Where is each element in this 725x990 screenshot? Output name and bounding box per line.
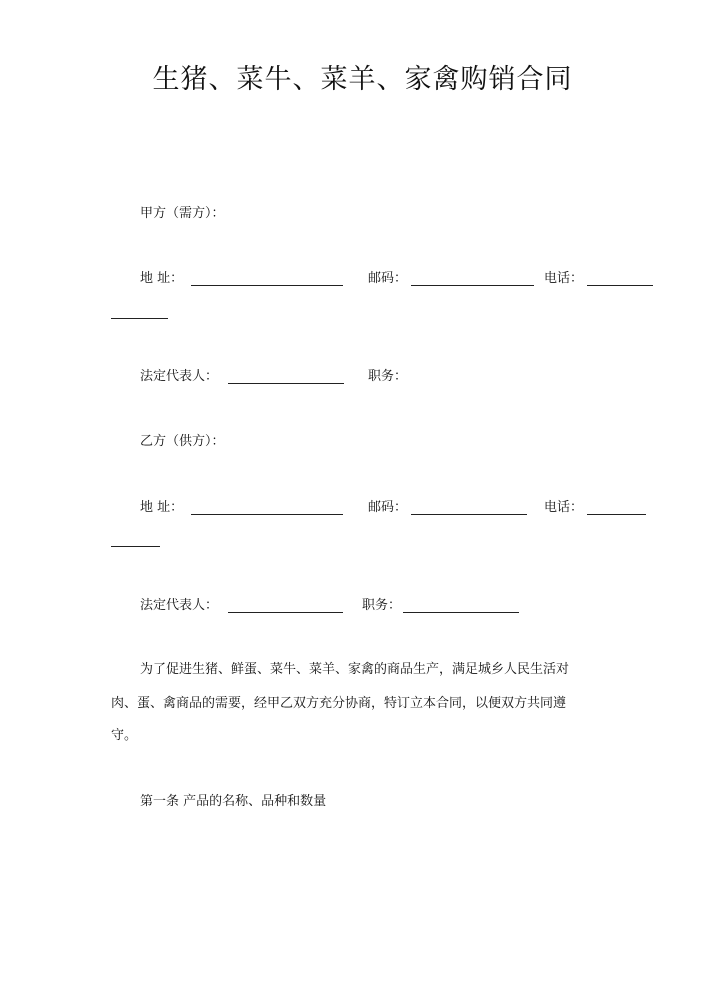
party-a-legal-rep-blank[interactable]	[228, 383, 344, 384]
party-b-position-blank[interactable]	[403, 612, 519, 613]
party-a-phone-label: 电话：	[544, 271, 584, 286]
party-b-postcode-blank[interactable]	[411, 514, 527, 515]
party-b-legal-rep-label: 法定代表人：	[140, 598, 219, 613]
party-b-phone-blank-continued[interactable]	[111, 546, 160, 547]
preamble-line-3: 守。	[111, 728, 138, 743]
party-b-heading: 乙方（供方）：	[140, 434, 225, 449]
party-a-position-label: 职务：	[368, 369, 408, 384]
party-b-address-blank[interactable]	[191, 514, 343, 515]
party-b-phone-blank[interactable]	[587, 514, 646, 515]
party-a-address-blank[interactable]	[191, 285, 343, 286]
party-a-legal-rep-label: 法定代表人：	[140, 369, 219, 384]
document-title: 生猪、菜牛、菜羊、家禽购销合同	[152, 64, 573, 95]
party-a-postcode-label: 邮码：	[368, 271, 408, 286]
party-a-heading: 甲方（需方）：	[140, 206, 225, 221]
preamble-line-1: 为了促进生猪、鲜蛋、菜牛、菜羊、家禽的商品生产，满足城乡人民生活对	[140, 662, 570, 677]
party-a-phone-blank-continued[interactable]	[111, 318, 168, 319]
preamble-line-2: 肉、蛋、禽商品的需要，经甲乙双方充分协商，特订立本合同，以便双方共同遵	[111, 696, 567, 711]
party-b-phone-label: 电话：	[544, 500, 584, 515]
party-b-postcode-label: 邮码：	[368, 500, 408, 515]
party-a-postcode-blank[interactable]	[411, 285, 534, 286]
article-1-heading: 第一条 产品的名称、品种和数量	[140, 794, 327, 809]
party-a-address-label: 地 址：	[140, 271, 184, 286]
party-b-address-label: 地 址：	[140, 500, 184, 515]
party-a-phone-blank[interactable]	[587, 285, 653, 286]
party-b-position-label: 职务：	[362, 598, 402, 613]
party-b-legal-rep-blank[interactable]	[228, 612, 343, 613]
